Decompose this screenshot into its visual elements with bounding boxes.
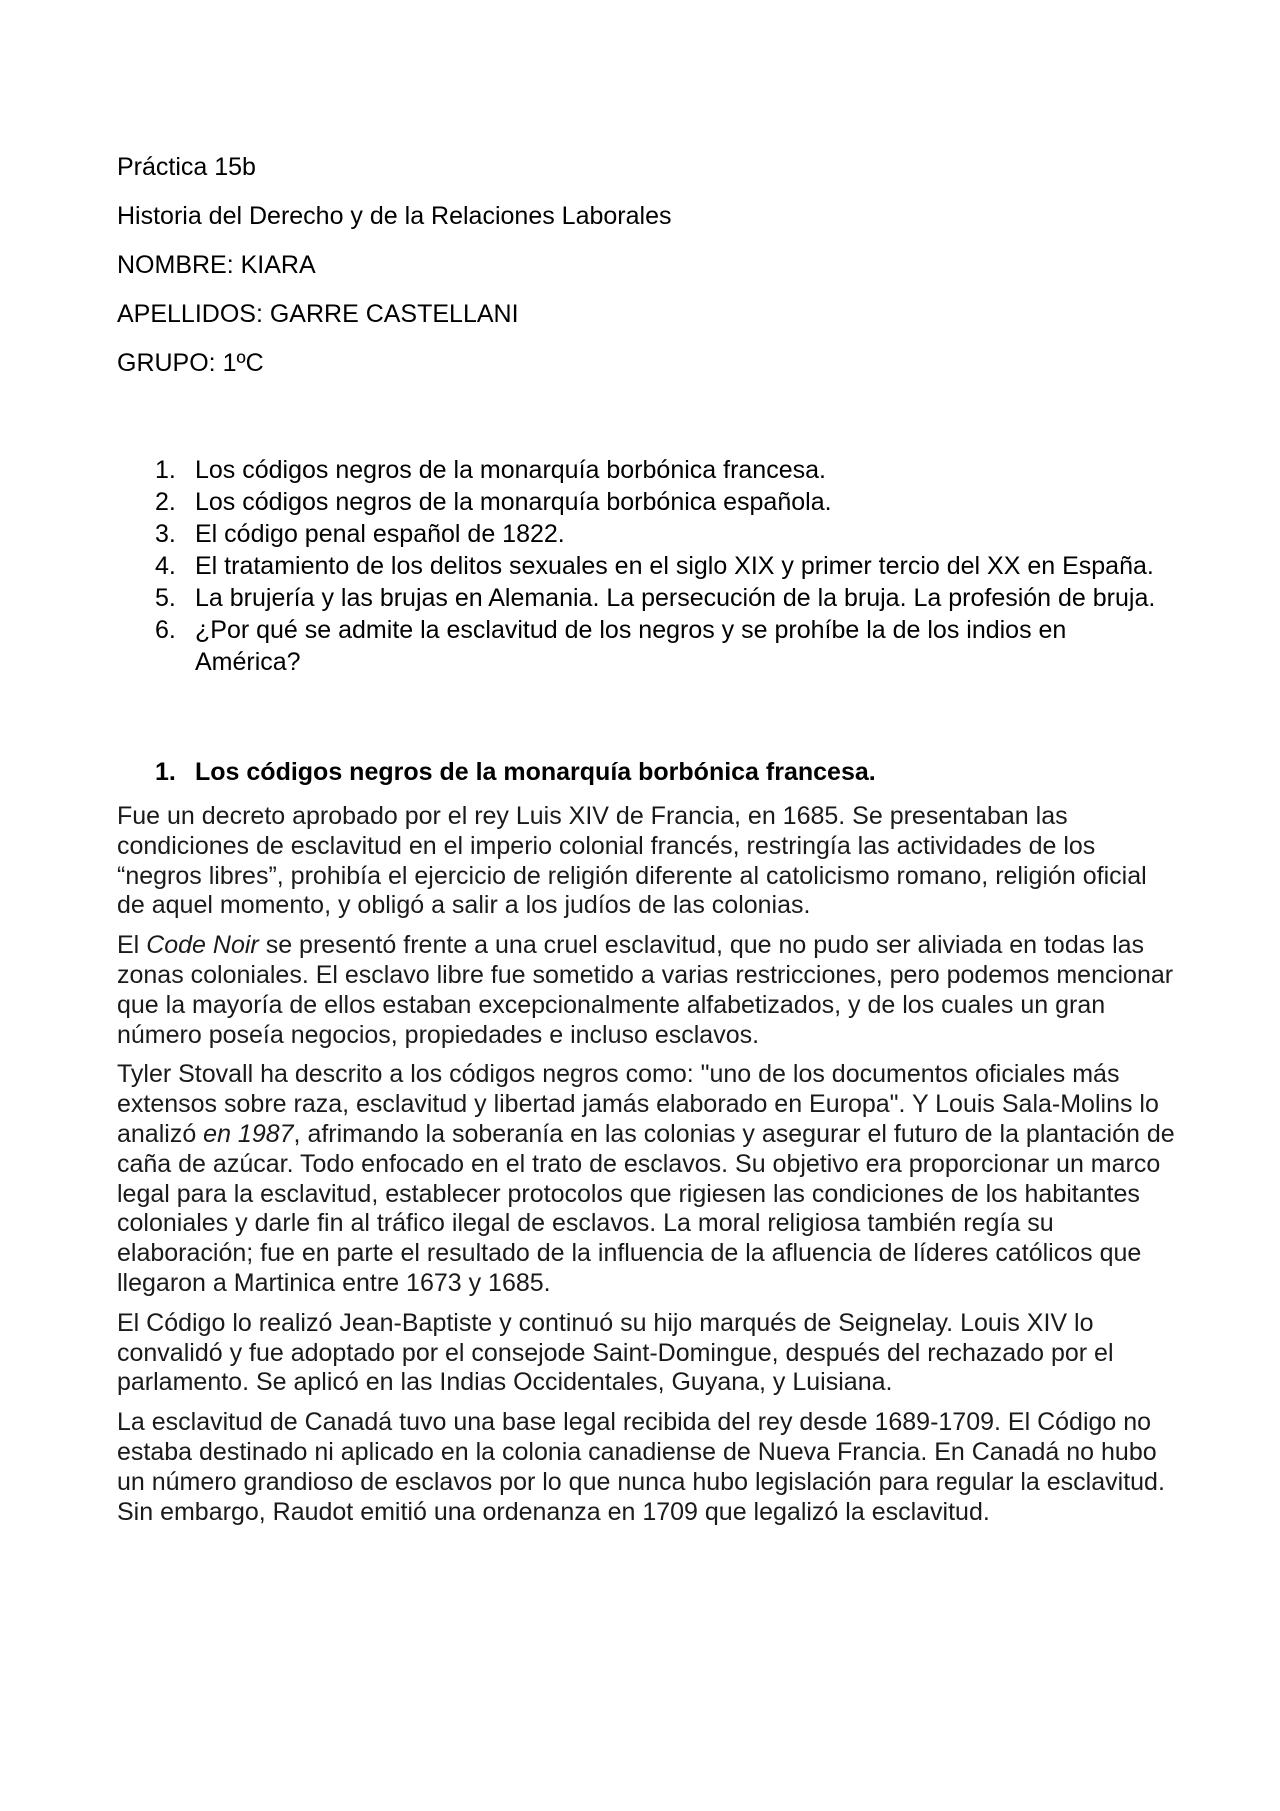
toc-text: Los códigos negros de la monarquía borbónica española.	[195, 488, 832, 516]
toc-number: 3.	[155, 520, 176, 548]
practice-title: Práctica 15b	[117, 153, 256, 181]
toc-text: El código penal español de 1822.	[195, 520, 565, 548]
toc-text: El tratamiento de los delitos sexuales en el siglo XIX y primer tercio del XX en España.	[195, 552, 1154, 580]
toc-item	[117, 518, 1177, 550]
toc-number: 5.	[155, 584, 176, 612]
paragraph-3	[117, 1060, 1177, 1298]
toc-item	[117, 550, 1177, 582]
toc-item	[117, 614, 1177, 678]
paragraph-2-emphasis: Code Noir	[146, 931, 259, 960]
paragraph-1: Fue un decreto aprobado por el rey Luis XIV de Francia, en 1685. Se presentaban las condiciones de esclavitud en el imperio colonial francés, restringía las actividades de los “negros libres”, prohibía el ejercicio de religión diferente al catolicismo romano, religión oficial de aquel momento, y obligó a salir a los judíos de las colonias.	[117, 802, 1147, 920]
document-page	[117, 152, 1177, 1537]
section-heading	[117, 756, 1177, 788]
paragraph-5: La esclavitud de Canadá tuvo una base legal recibida del rey desde 1689-1709. El Código no estaba destinado ni aplicado en la colonia canadiense de Nueva Francia. En Canadá no hubo un número grandioso de esclavos por lo que nunca hubo legislación para regular la esclavitud. Sin embargo, Raudot emitió una ordenanza en 1709 que legalizó la esclavitud.	[117, 1408, 1165, 1526]
toc-text: Los códigos negros de la monarquía borbónica francesa.	[195, 456, 826, 484]
toc-number: 1.	[155, 456, 176, 484]
paragraph-3-end: , afrimando la soberanía en las colonias y asegurar el futuro de la plantación de caña de azúcar. Todo enfocado en el trato de esclavos. Su objetivo era proporcionar un marco legal para la esclavitud, establecer protocolos que rigiesen las condiciones de los habitantes coloniales y darle fin al tráfico ilegal de esclavos. La moral religiosa también regía su elaboración; fue en parte el resultado de la influencia de la afluencia de líderes católicos que llegaron a Martinica entre 1673 y 1685.	[117, 1119, 1175, 1297]
paragraph-2-start: El	[117, 931, 147, 960]
section-number: 1.	[155, 758, 176, 786]
student-name: NOMBRE: KIARA	[117, 251, 316, 279]
toc-number: 2.	[155, 488, 176, 516]
section-title: Los códigos negros de la monarquía borbónica francesa.	[195, 758, 876, 786]
paragraph-4: El Código lo realizó Jean-Baptiste y continuó su hijo marqués de Seignelay. Louis XIV lo convalidó y fue adoptado por el consejode Saint-Domingue, después del rechazado por el parlamento. Se aplicó en las Indias Occidentales, Guyana, y Luisiana.	[117, 1308, 1114, 1397]
paragraph-3-emphasis: en 1987	[203, 1119, 294, 1148]
paragraph-2	[117, 931, 1177, 1050]
course-title: Historia del Derecho y de la Relaciones Laborales	[117, 202, 672, 230]
paragraph-2-end: se presentó frente a una cruel esclavitud, que no pudo ser aliviada en todas las zonas coloniales. El esclavo libre fue sometido a varias restricciones, pero podemos mencionar que la mayoría de ellos estaban excepcionalmente alfabetizados, y de los cuales un gran número poseía negocios, propiedades e incluso esclavos.	[117, 931, 1174, 1049]
toc-text: La brujería y las brujas en Alemania. La persecución de la bruja. La profesión de bruja.	[195, 584, 1156, 612]
toc-item	[117, 582, 1177, 614]
paragraph-3-start: Tyler Stovall ha descrito a los códigos negros como: "uno de los documentos oficiales más extensos sobre raza, esclavitud y libertad jamás elaborado en Europa". Y Louis Sala-Molins lo analizó	[117, 1060, 1159, 1148]
student-surnames: APELLIDOS: GARRE CASTELLANI	[117, 300, 519, 328]
toc-number: 6.	[155, 616, 176, 644]
toc-number: 4.	[155, 552, 176, 580]
student-group: GRUPO: 1ºC	[117, 349, 264, 377]
toc-text: ¿Por qué se admite la esclavitud de los negros y se prohíbe la de los indios en América?	[195, 616, 1067, 676]
toc-item	[117, 454, 1177, 486]
table-of-contents	[117, 454, 1177, 678]
toc-item	[117, 486, 1177, 518]
